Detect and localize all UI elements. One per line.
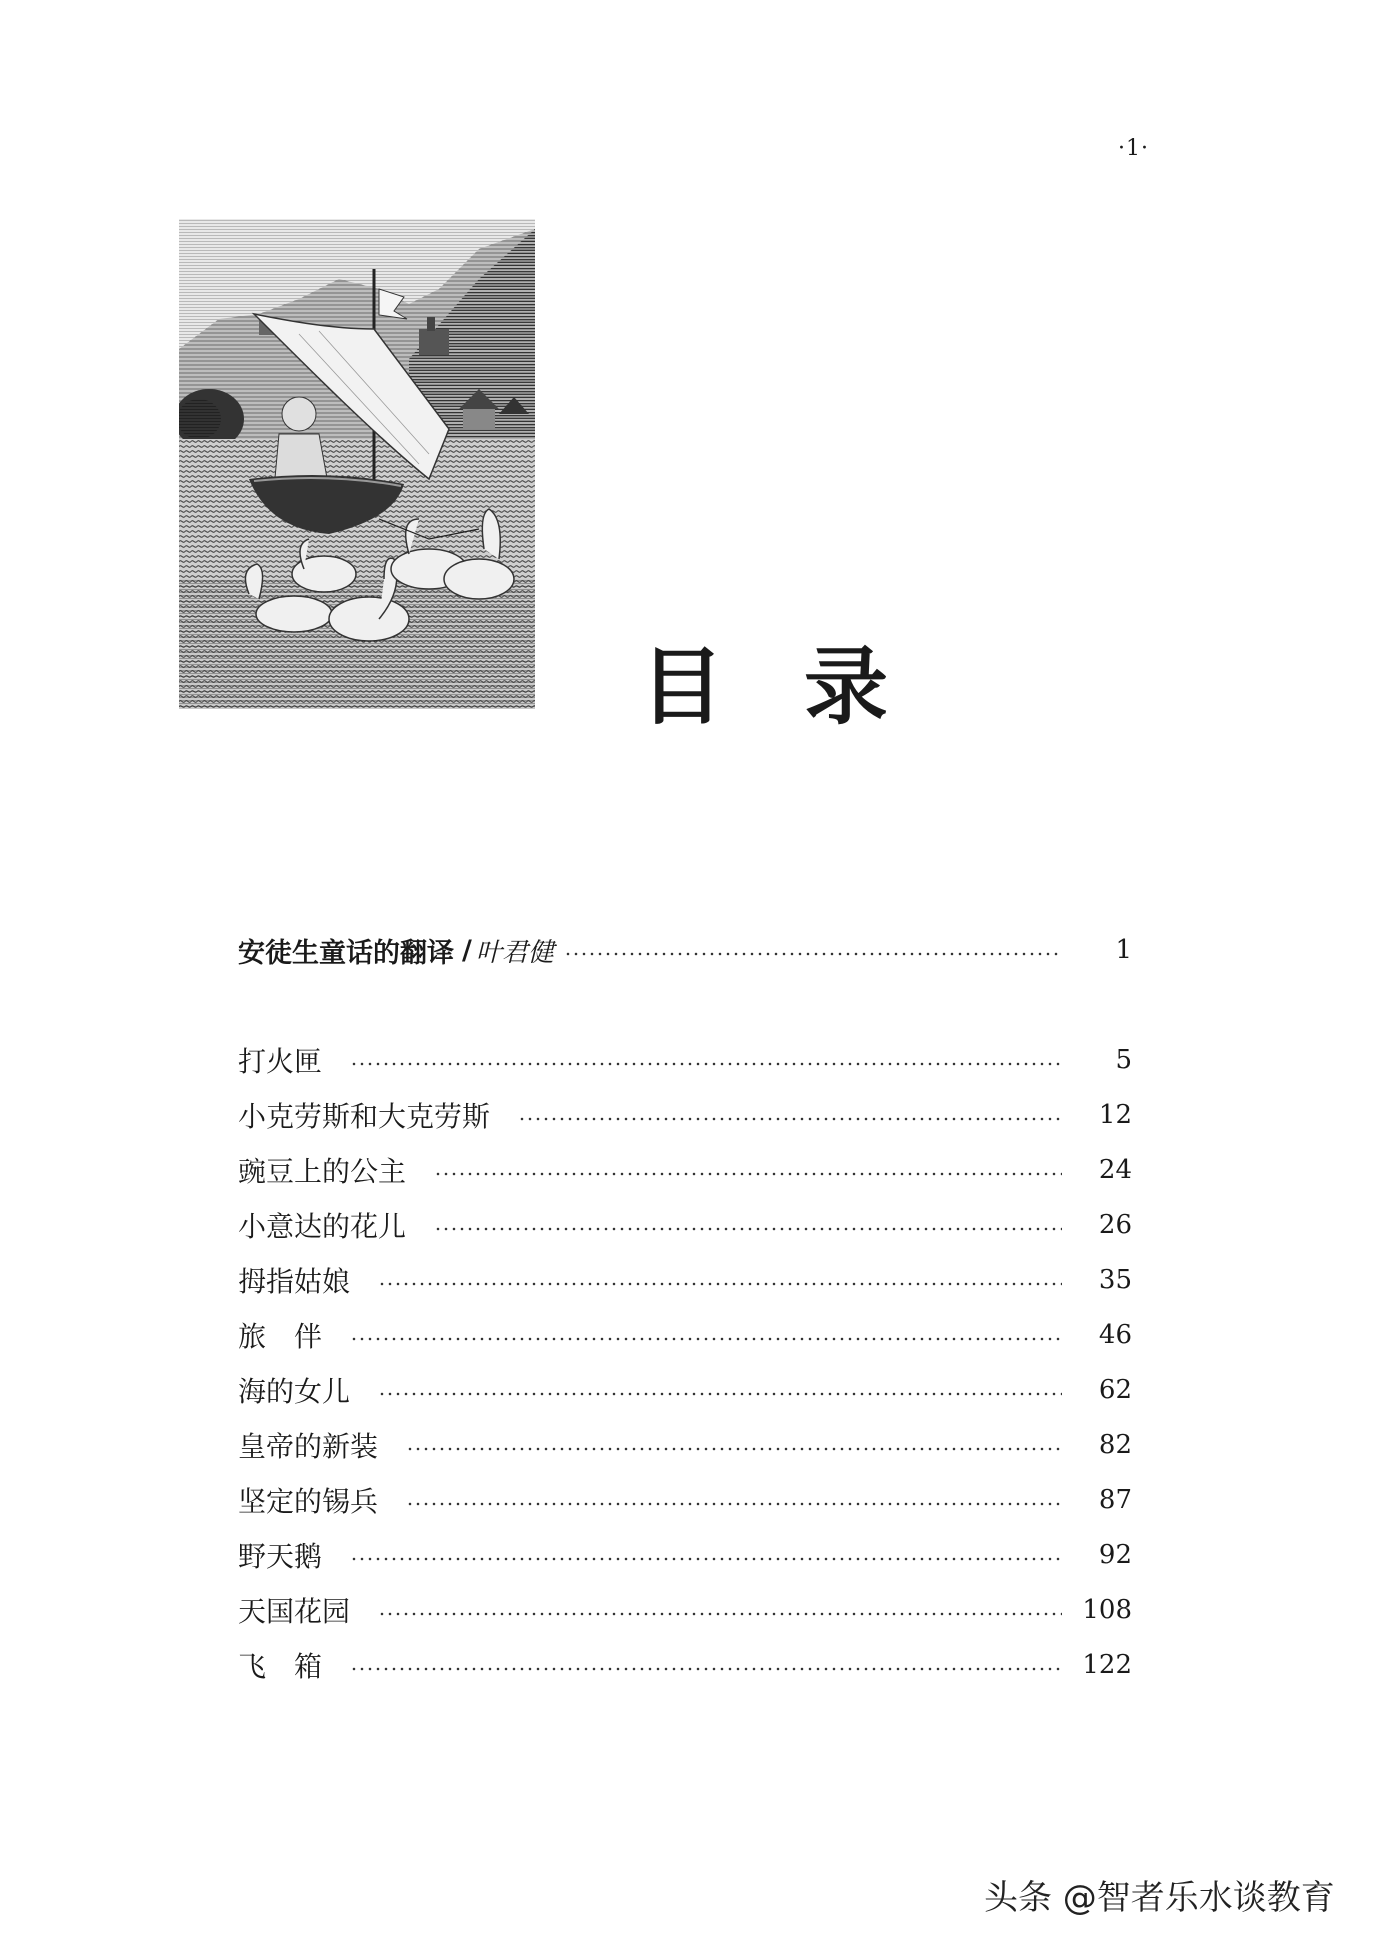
toc-entry[interactable] [238, 1260, 1132, 1300]
watermark: 头条 @智者乐水谈教育 [984, 1878, 1335, 1918]
engraving-illustration [179, 219, 535, 709]
entry-page: 46 [1098, 1320, 1132, 1350]
leader-dots [564, 952, 1062, 956]
entry-title: 旅 伴 [238, 1320, 323, 1353]
toc-entry[interactable] [238, 1480, 1132, 1520]
entry-title: 飞 箱 [238, 1650, 323, 1683]
toc-entry[interactable] [238, 1315, 1132, 1355]
toc-entry[interactable] [238, 1425, 1132, 1465]
toc-entry[interactable] [238, 1040, 1132, 1080]
title-char-2: 录 [804, 637, 889, 736]
page-number: ·1· [1118, 136, 1149, 161]
intro-author: 叶君健 [475, 937, 554, 968]
entry-page: 26 [1098, 1210, 1132, 1240]
intro-title: 安徒生童话的翻译 [238, 937, 454, 969]
leader-dots [350, 1557, 1062, 1561]
toc-entry[interactable] [238, 1095, 1132, 1135]
child-in-boat-with-swans-image [179, 219, 535, 709]
entry-page: 35 [1098, 1265, 1132, 1295]
entry-page: 82 [1098, 1430, 1132, 1460]
entry-title: 坚定的锡兵 [238, 1485, 379, 1518]
intro-separator: / [462, 934, 472, 966]
entry-page: 24 [1098, 1155, 1132, 1185]
leader-dots [350, 1337, 1062, 1341]
entry-title: 野天鹅 [238, 1540, 323, 1573]
toc-entry[interactable] [238, 1535, 1132, 1575]
page-title [640, 620, 888, 741]
leader-dots [518, 1117, 1062, 1121]
entry-page: 122 [1082, 1650, 1132, 1680]
toc-entry[interactable] [238, 1645, 1132, 1685]
entry-page: 87 [1098, 1485, 1132, 1515]
toc-entry[interactable] [238, 1370, 1132, 1410]
leader-dots [350, 1062, 1062, 1066]
intro-page: 1 [1115, 935, 1132, 965]
leader-dots [434, 1172, 1062, 1176]
entry-title: 打火匣 [238, 1045, 323, 1078]
toc-entry[interactable] [238, 1150, 1132, 1190]
entry-page: 108 [1082, 1595, 1132, 1625]
leader-dots [378, 1282, 1062, 1286]
leader-dots [378, 1612, 1062, 1616]
leader-dots [378, 1392, 1062, 1396]
entry-title: 豌豆上的公主 [238, 1155, 407, 1188]
toc-entry-intro[interactable] [238, 930, 1132, 970]
leader-dots [406, 1502, 1062, 1506]
toc-entry[interactable] [238, 1205, 1132, 1245]
entry-title: 皇帝的新装 [238, 1430, 379, 1463]
entry-title: 海的女儿 [238, 1375, 351, 1408]
title-char-1: 目 [640, 637, 725, 736]
entry-title: 拇指姑娘 [238, 1265, 351, 1298]
entry-title: 小克劳斯和大克劳斯 [238, 1100, 491, 1133]
entry-page: 12 [1098, 1100, 1132, 1130]
entry-title: 天国花园 [238, 1595, 351, 1628]
leader-dots [406, 1447, 1062, 1451]
leader-dots [350, 1667, 1062, 1671]
toc-entry[interactable] [238, 1590, 1132, 1630]
entry-page: 92 [1098, 1540, 1132, 1570]
entry-title: 小意达的花儿 [238, 1210, 407, 1243]
leader-dots [434, 1227, 1062, 1231]
entry-page: 5 [1115, 1045, 1132, 1075]
entry-page: 62 [1098, 1375, 1132, 1405]
